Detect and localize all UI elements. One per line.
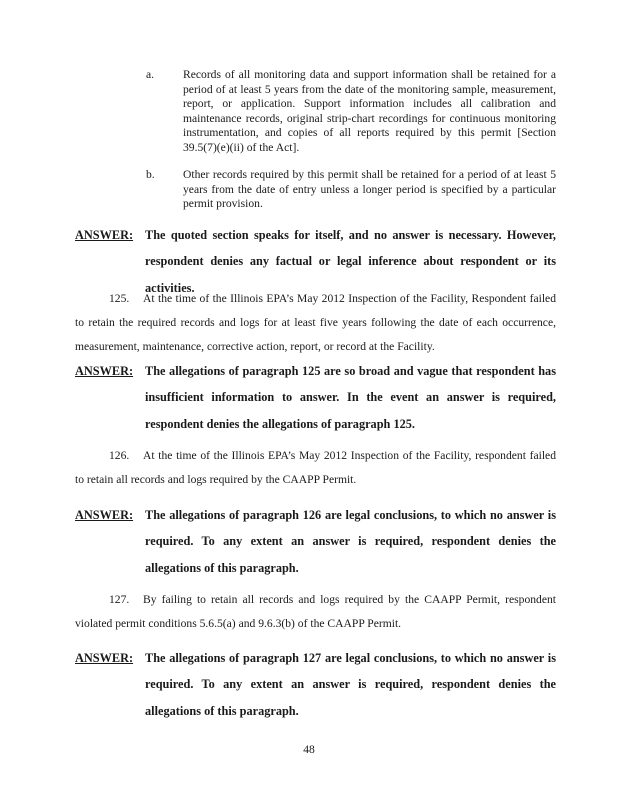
answer-label: ANSWER: <box>75 508 134 522</box>
answer-label: ANSWER: <box>75 651 134 665</box>
subsection-b-marker: b. <box>146 168 155 181</box>
paragraph-text-125: At the time of the Illinois EPA’s May 2012 Inspection of the Facility, Respondent failed to retain the required records and logs for at least five years following the date of each occurrence, measurement, maintenance, corrective action, report, or record at the Facility. <box>75 292 556 354</box>
answer-text-125: The allegations of paragraph 125 are so broad and vague that respondent has insufficient information to answer. In the event an answer is required, respondent denies the allegations of paragraph 125. <box>145 364 556 431</box>
answer-text-127: The allegations of paragraph 127 are legal conclusions, to which no answer is required. To any extent an answer is required, respondent denies the allegations of this paragraph. <box>145 651 556 718</box>
paragraph-127 <box>75 588 556 636</box>
paragraph-text-127: By failing to retain all records and logs required by the CAAPP Permit, respondent violated permit conditions 5.6.5(a) and 9.6.3(b) of the CAAPP Permit. <box>75 593 556 631</box>
answer-label: ANSWER: <box>75 228 134 242</box>
subsection-b-text: Other records required by this permit shall be retained for a period of at least 5 years from the date of entry unless a longer period is specified by a particular permit provision. <box>183 168 556 211</box>
paragraph-number-127: 127. <box>109 593 130 606</box>
paragraph-126 <box>75 444 556 492</box>
answer-block-125 <box>75 358 556 437</box>
subsection-a-marker: a. <box>146 68 155 81</box>
paragraph-text-126: At the time of the Illinois EPA’s May 2012 Inspection of the Facility, respondent failed to retain all records and logs required by the CAAPP Permit. <box>75 449 556 487</box>
answer-block-126 <box>75 502 556 581</box>
answer-label: ANSWER: <box>75 364 134 378</box>
page-number: 48 <box>303 743 315 756</box>
subsection-a-text: Records of all monitoring data and support information shall be retained for a period of at least 5 years from the date of the monitoring sample, measurement, report, or application. Support information includes all calibration and maintenance records, original strip-chart recordings for continuous monitoring instrumentation, and copies of all reports required by this permit [Section 39.5(7)(e)(ii) of the Act]. <box>183 68 556 154</box>
answer-text-126: The allegations of paragraph 126 are legal conclusions, to which no answer is required. To any extent an answer is required, respondent denies the allegations of this paragraph. <box>145 508 556 575</box>
answer-block-127 <box>75 645 556 724</box>
subsection-a <box>146 68 556 156</box>
subsection-b <box>146 168 556 212</box>
paragraph-number-126: 126. <box>109 449 130 462</box>
paragraph-125 <box>75 287 556 360</box>
paragraph-number-125: 125. <box>109 292 130 305</box>
answer-text-1: The quoted section speaks for itself, and no answer is necessary. However, respondent denies any factual or legal inference about respondent or its activities. <box>145 228 556 295</box>
